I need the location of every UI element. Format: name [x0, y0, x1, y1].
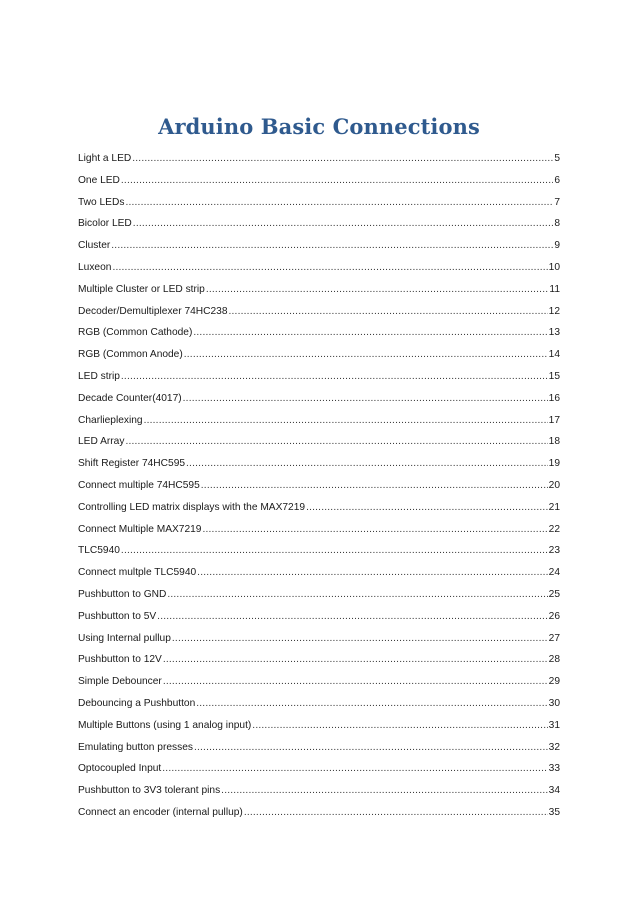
toc-leader-dots — [184, 344, 548, 366]
toc-entry-label: Two LEDs — [78, 196, 125, 208]
toc-entry[interactable] — [78, 475, 560, 497]
toc-entry-label: Cluster — [78, 240, 111, 252]
toc-leader-dots — [144, 410, 548, 432]
toc-page-number: 15 — [548, 370, 560, 382]
toc-leader-dots — [162, 758, 547, 780]
table-of-contents — [78, 148, 560, 824]
toc-entry-label: Charlieplexing — [78, 414, 143, 426]
toc-entry[interactable] — [78, 562, 560, 584]
toc-entry[interactable] — [78, 693, 560, 715]
toc-page-number: 6 — [554, 174, 560, 186]
toc-entry-label: Pushbutton to 12V — [78, 654, 162, 666]
toc-entry[interactable] — [78, 649, 560, 671]
toc-leader-dots — [206, 279, 549, 301]
toc-leader-dots — [186, 453, 548, 475]
toc-page-number: 24 — [548, 567, 560, 579]
toc-page-number: 25 — [548, 588, 560, 600]
toc-page-number: 29 — [548, 676, 560, 688]
toc-entry-label: Connect multple TLC5940 — [78, 567, 197, 579]
toc-page-number: 10 — [548, 261, 560, 273]
toc-page-number: 16 — [548, 392, 560, 404]
toc-leader-dots — [163, 649, 548, 671]
toc-entry-label: Multiple Buttons (using 1 analog input) — [78, 719, 252, 731]
toc-page-number: 31 — [548, 719, 560, 731]
toc-entry-label: Optocoupled Input — [78, 763, 162, 775]
toc-page-number: 12 — [548, 305, 560, 317]
toc-page-number: 19 — [548, 458, 560, 470]
toc-leader-dots — [196, 693, 547, 715]
toc-leader-dots — [201, 475, 548, 497]
toc-leader-dots — [163, 671, 548, 693]
toc-page-number: 35 — [548, 806, 560, 818]
toc-entry-label: Connect an encoder (internal pullup) — [78, 806, 243, 818]
toc-page-number: 17 — [548, 414, 560, 426]
toc-entry[interactable] — [78, 388, 560, 410]
toc-entry[interactable] — [78, 410, 560, 432]
toc-page-number: 30 — [548, 697, 560, 709]
toc-entry-label: Pushbutton to GND — [78, 588, 167, 600]
toc-leader-dots — [202, 519, 547, 541]
toc-leader-dots — [252, 715, 547, 737]
toc-leader-dots — [112, 257, 547, 279]
toc-entry-label: Bicolor LED — [78, 218, 132, 230]
toc-page-number: 22 — [548, 523, 560, 535]
toc-entry[interactable] — [78, 802, 560, 824]
toc-entry-label: RGB (Common Cathode) — [78, 327, 193, 339]
toc-entry-label: LED strip — [78, 370, 120, 382]
page-title: Arduino Basic Connections — [158, 114, 480, 140]
toc-page-number: 32 — [548, 741, 560, 753]
toc-leader-dots — [121, 366, 548, 388]
toc-page-number: 11 — [549, 283, 560, 295]
toc-page-number: 18 — [548, 436, 560, 448]
toc-leader-dots — [194, 737, 548, 759]
toc-entry-label: LED Array — [78, 436, 125, 448]
toc-entry[interactable] — [78, 170, 560, 192]
toc-entry[interactable] — [78, 737, 560, 759]
toc-entry[interactable] — [78, 540, 560, 562]
toc-entry[interactable] — [78, 584, 560, 606]
toc-leader-dots — [229, 301, 548, 323]
toc-entry[interactable] — [78, 780, 560, 802]
toc-entry-label: One LED — [78, 174, 120, 186]
toc-entry-label: Emulating button presses — [78, 741, 193, 753]
toc-page-number: 9 — [554, 240, 560, 252]
toc-entry-label: Decoder/Demultiplexer 74HC238 — [78, 305, 228, 317]
toc-page-number: 14 — [548, 349, 560, 361]
toc-leader-dots — [306, 497, 548, 519]
toc-page-number: 34 — [548, 785, 560, 797]
toc-entry-label: Connect multiple 74HC595 — [78, 479, 200, 491]
toc-entry[interactable] — [78, 301, 560, 323]
toc-page-number: 20 — [548, 479, 560, 491]
toc-page-number: 5 — [554, 153, 560, 164]
toc-page-number: 7 — [554, 196, 560, 208]
toc-entry[interactable] — [78, 628, 560, 650]
toc-entry[interactable] — [78, 519, 560, 541]
toc-entry-label: RGB (Common Anode) — [78, 349, 183, 361]
toc-leader-dots — [167, 584, 547, 606]
toc-entry-label: Connect Multiple MAX7219 — [78, 523, 202, 535]
toc-page-number: 21 — [548, 501, 560, 513]
toc-leader-dots — [133, 213, 554, 235]
toc-entry-label: Pushbutton to 3V3 tolerant pins — [78, 785, 221, 797]
toc-leader-dots — [172, 628, 548, 650]
toc-entry-label: Shift Register 74HC595 — [78, 458, 186, 470]
toc-page-number: 23 — [548, 545, 560, 557]
toc-entry[interactable] — [78, 344, 560, 366]
toc-entry-label: Using Internal pullup — [78, 632, 171, 644]
toc-leader-dots — [221, 780, 547, 802]
toc-leader-dots — [121, 540, 548, 562]
toc-leader-dots — [132, 148, 553, 170]
toc-leader-dots — [197, 562, 547, 584]
toc-leader-dots — [121, 170, 553, 192]
toc-entry[interactable] — [78, 322, 560, 344]
toc-page-number: 27 — [548, 632, 560, 644]
toc-leader-dots — [193, 322, 547, 344]
toc-entry-label: TLC5940 — [78, 545, 120, 557]
toc-leader-dots — [183, 388, 548, 410]
toc-leader-dots — [157, 606, 547, 628]
toc-page-number: 33 — [548, 763, 560, 775]
toc-entry[interactable] — [78, 453, 560, 475]
toc-entry[interactable] — [78, 279, 560, 301]
toc-entry[interactable] — [78, 148, 560, 170]
toc-entry[interactable] — [78, 235, 560, 257]
toc-entry[interactable] — [78, 497, 560, 519]
toc-leader-dots — [125, 192, 553, 214]
toc-entry[interactable] — [78, 606, 560, 628]
toc-entry[interactable] — [78, 715, 560, 737]
toc-entry-label: Luxeon — [78, 261, 112, 273]
toc-entry-label: Pushbutton to 5V — [78, 610, 157, 622]
toc-entry-label: Controlling LED matrix displays with the MAX7219 — [78, 501, 306, 513]
toc-entry[interactable] — [78, 671, 560, 693]
toc-entry[interactable] — [78, 192, 560, 214]
toc-entry[interactable] — [78, 366, 560, 388]
toc-leader-dots — [125, 431, 547, 453]
toc-entry[interactable] — [78, 213, 560, 235]
toc-leader-dots — [244, 802, 548, 824]
toc-entry-label: Debouncing a Pushbutton — [78, 697, 196, 709]
toc-page-number: 8 — [554, 218, 560, 230]
toc-entry-label: Decade Counter(4017) — [78, 392, 182, 404]
toc-entry-label: Multiple Cluster or LED strip — [78, 283, 205, 295]
toc-leader-dots — [111, 235, 553, 257]
toc-page-number: 26 — [548, 610, 560, 622]
toc-entry[interactable] — [78, 257, 560, 279]
toc-entry[interactable] — [78, 758, 560, 780]
toc-page-number: 28 — [548, 654, 560, 666]
toc-page-number: 13 — [548, 327, 560, 339]
toc-entry-label: Simple Debouncer — [78, 676, 162, 688]
toc-entry[interactable] — [78, 431, 560, 453]
toc-entry-label: Light a LED — [78, 153, 132, 164]
